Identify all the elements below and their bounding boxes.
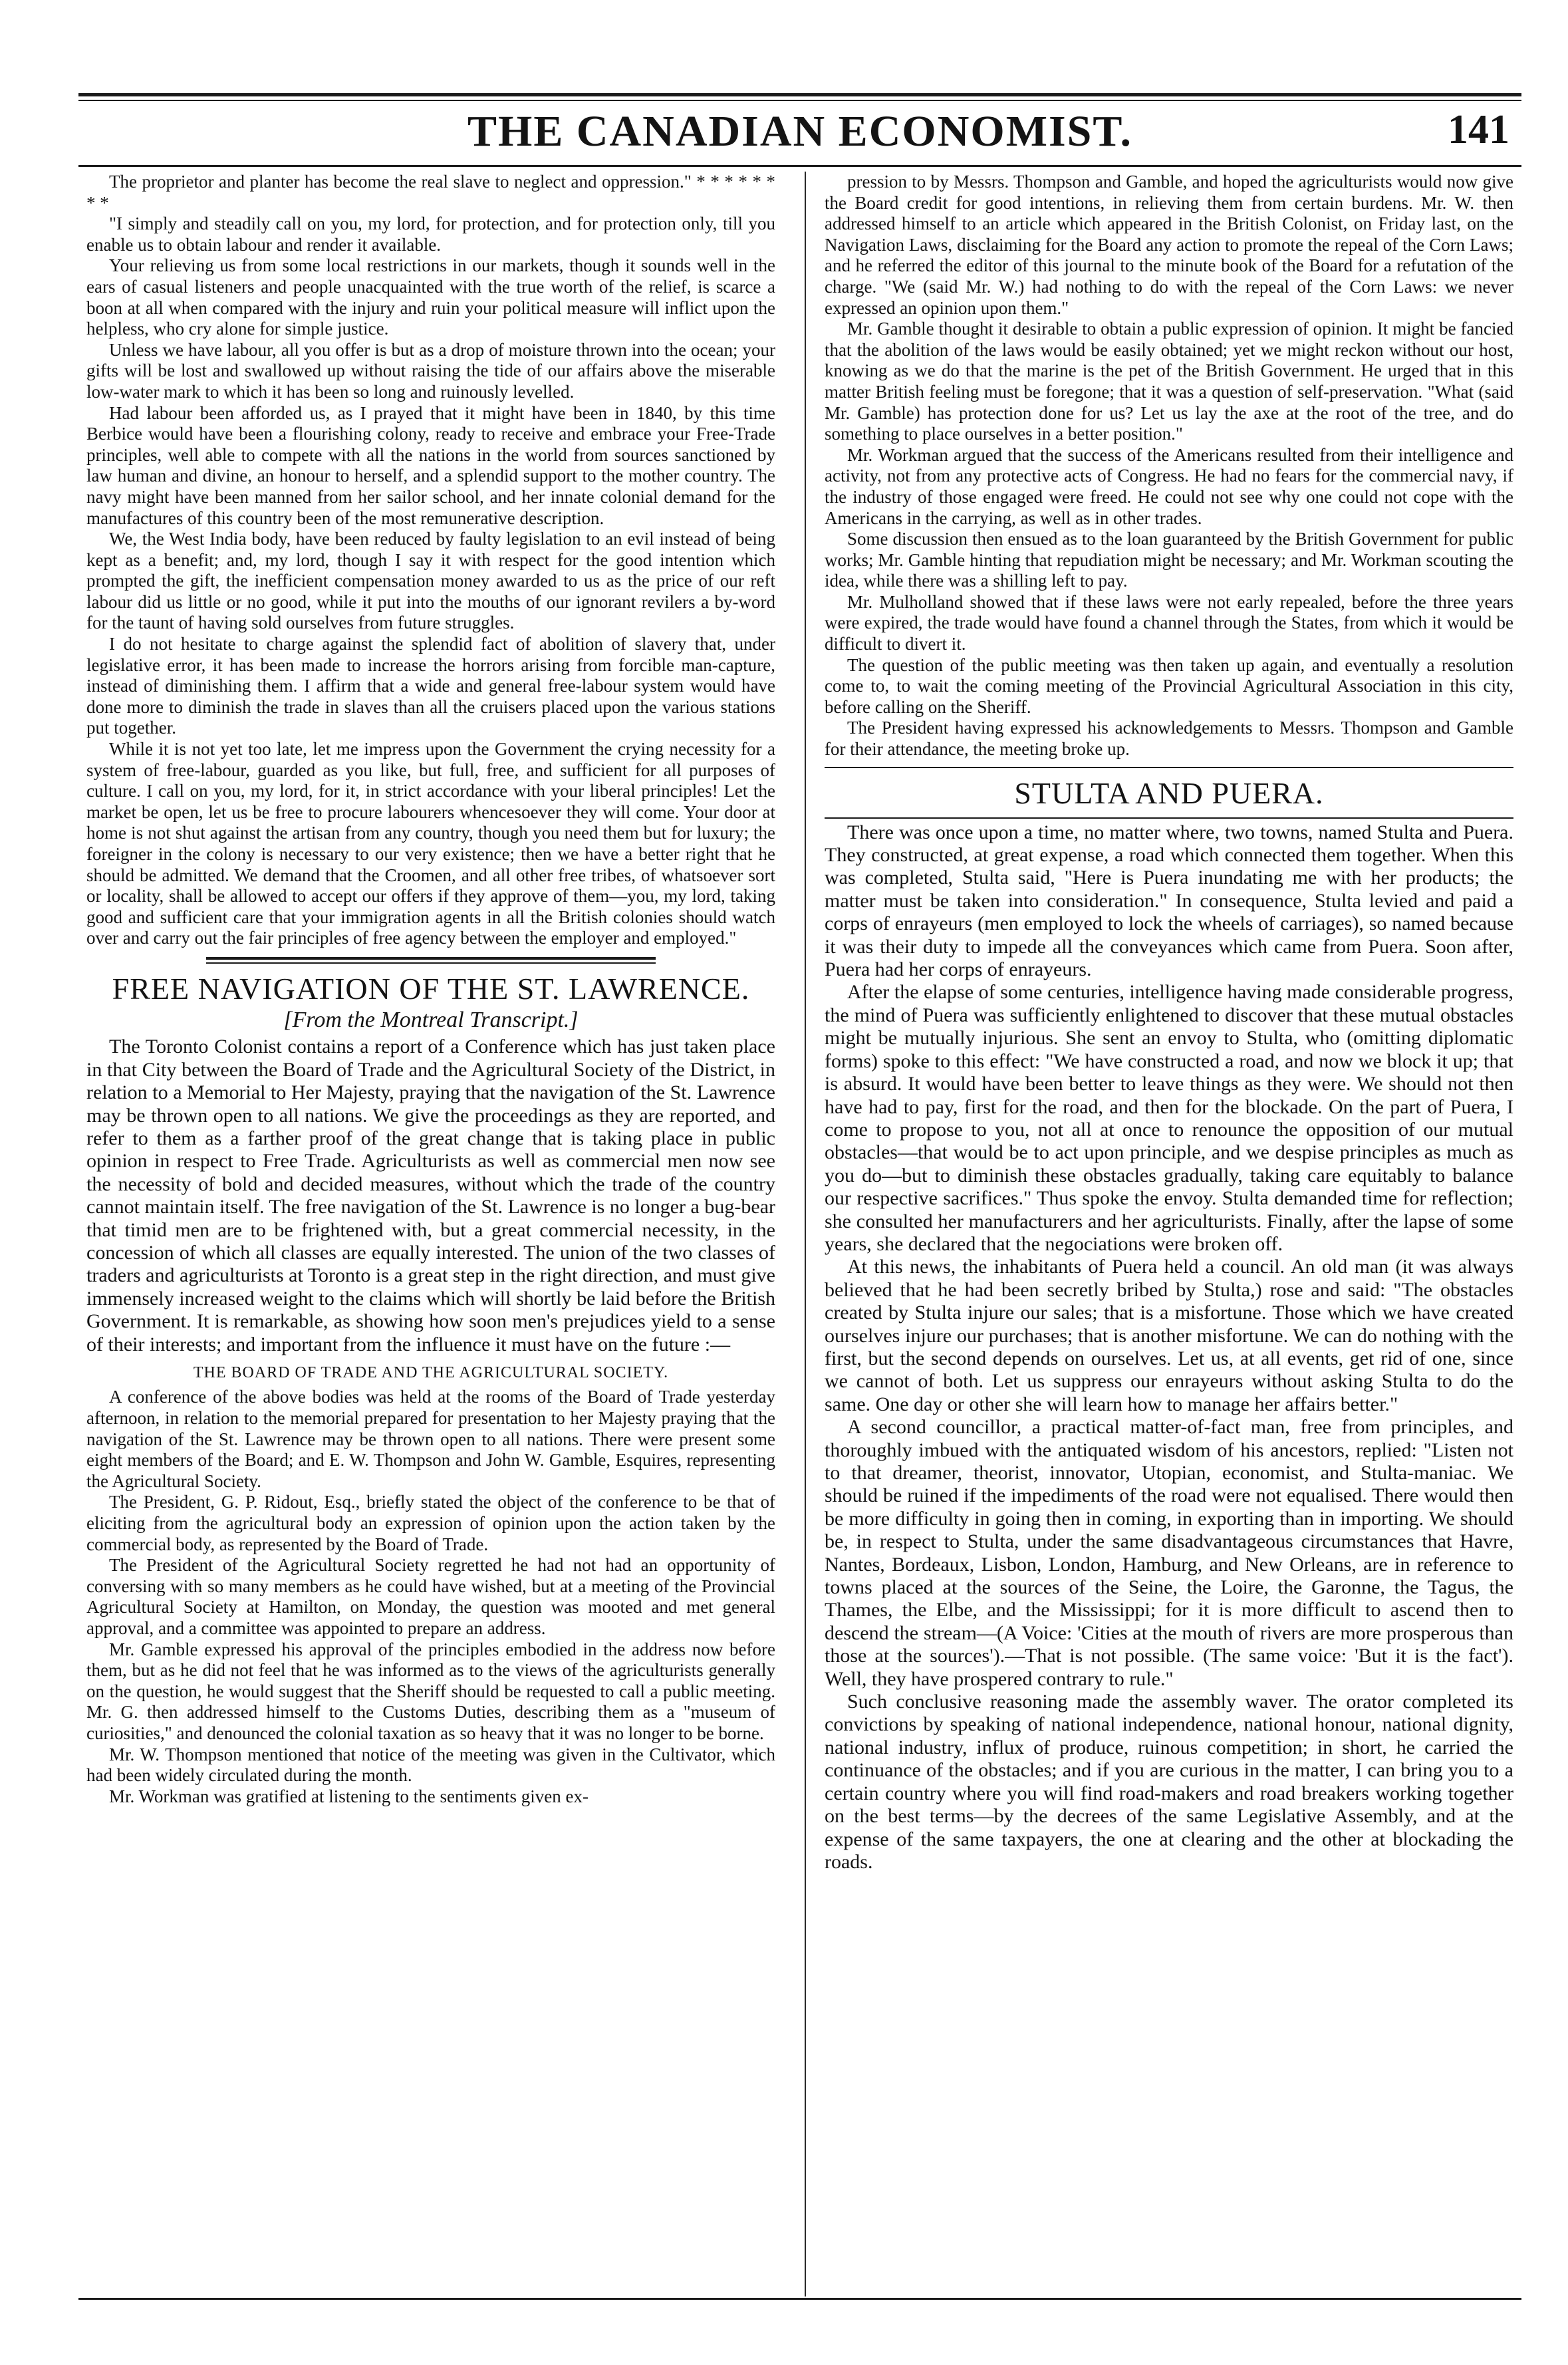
top-rule-thin — [78, 100, 1521, 101]
report-paragraph: The President, G. P. Ridout, Esq., briefly stated the object of the conference to be that of eliciting from the agricultural body an expression of opinion upon the action taken by the commercial body, as represented by the Board of Trade. — [86, 1492, 775, 1554]
top-rule — [78, 93, 1521, 96]
report-subheading: THE BOARD OF TRADE AND THE AGRICULTURAL SOCIETY. — [193, 1364, 669, 1382]
report-continued — [825, 172, 1513, 760]
head-rule — [78, 165, 1521, 167]
speech-paragraph: Your relieving us from some local restrictions in our markets, though it sounds well in the ears of casual listeners and people unacquainted with the true worth of the relief, is scarce a boon at all when compared with the injury and ruin your political measure will inflict upon the helpless, who cry alone for simple justice. — [86, 255, 775, 339]
speech-paragraph: Unless we have labour, all you offer is but as a drop of moisture thrown into the ocean; your gifts will be lost and swallowed up without raising the tide of our affairs above the miserable low-water mark to which it has been so long and ruinously levelled. — [86, 339, 775, 402]
right-column — [825, 172, 1513, 1874]
bottom-rule — [78, 2298, 1521, 2300]
speech-paragraph: While it is not yet too late, let me impress upon the Government the crying necessity for a system of free-labour, guarded as you like, but full, free, and sufficient for all purposes of culture. I call on you, my lord, for it, in strict accordance with your liberal principles! Let the market be open, let us be free to procure labourers whencesoever they will come. Your door at home is not shut against the artisan from any country, though you need them but for luxury; the foreigner in the colony is necessary to our very existence; then we have a better right that he should be admitted. We demand that the Croomen, and all other free tribes, of whatsoever sort or locality, shall be allowed to accept our offers if they approve of them—you, my lord, taking good and sufficient care that your immigration agents in all the British colonies should watch over and carry out the fair principles of free agency between the employer and employed." — [86, 739, 775, 948]
page-title: THE CANADIAN ECONOMIST. — [467, 107, 1133, 156]
report-paragraph: The question of the public meeting was then taken up again, and eventually a resolution come to, to wait the coming meeting of the Provincial Agricultural Association in this city, before calling on the Sheriff. — [825, 654, 1513, 717]
report-paragraph: The President having expressed his acknowledgements to Messrs. Thompson and Gamble for their attendance, the meeting broke up. — [825, 718, 1513, 760]
column-divider — [805, 172, 806, 2296]
article-heading: STULTA AND PUERA. — [1014, 775, 1324, 810]
report-body — [86, 1387, 775, 1807]
article-paragraph: The Toronto Colonist contains a report of a Conference which has just taken place in that City between the Board of Trade and the Agricultural Society of the District, in relation to a Memorial to Her Majesty, praying that the navigation of the St. Lawrence may be thrown open to all nations. We give the proceedings as they are reported, and refer to them as a farther proof of the great change that is taking place in public opinion in respect to Free Trade. Agriculturists as well as commercial men now see the necessity of bold and decided measures, without which the trade of the country cannot maintain itself. The free navigation of the St. Lawrence is no longer a bug-bear that timid men are to be frightened with, but a great commercial necessity, in the concession of which all classes are equally interested. The union of the two classes of traders and agriculturists at Toronto is a great step in the right direction, and must give immensely increased weight to the claims which will shortly be laid before the British Government. It is remarkable, as showing how soon men's prejudices yield to a sense of their interests; and important from the influence it must have on the future :— — [86, 1036, 775, 1355]
speech-paragraph: I do not hesitate to charge against the splendid fact of abolition of slavery that, under legislative error, it has been made to increase the horrors arising from forcible man-capture, instead of diminishing them. I affirm that a wide and general free-labour system would have done more to diminish the trade in slaves than all the cruisers placed upon the various stations put together. — [86, 634, 775, 738]
heading-underline — [825, 817, 1513, 819]
report-paragraph: Mr. Workman argued that the success of the Americans resulted from their intelligence and activity, not from any protective acts of Congress. He had no fears for the commercial navy, if the industry of those engaged were freed. He could not see why one could not cope with the Americans in the carrying, as well as in other trades. — [825, 444, 1513, 528]
report-paragraph: Mr. W. Thompson mentioned that notice of the meeting was given in the Cultivator, which had been widely circulated during the month. — [86, 1744, 775, 1786]
left-column — [86, 172, 775, 1807]
report-paragraph: pression to by Messrs. Thompson and Gamble, and hoped the agriculturists would now give the Board credit for good intentions, in relieving them from certain burdens. Mr. W. then addressed himself to an article which appeared in the British Colonist, on Friday last, on the Navigation Laws, disclaiming for the Board any action to promote the repeal of the Corn Laws; and he referred the editor of this journal to the minute book of the Board for a refutation of the charge. "We (said Mr. W.) had nothing to do with the repeal of the Corn Laws: we never expressed an opinion upon them." — [825, 172, 1513, 318]
article-heading: FREE NAVIGATION OF THE ST. LAWRENCE. — [112, 971, 750, 1006]
report-paragraph: Mr. Mulholland showed that if these laws were not early repealed, before the three years were expired, the trade would have found a channel through the States, from which it would be difficult to divert it. — [825, 591, 1513, 654]
report-paragraph: Mr. Workman was gratified at listening to the sentiments given ex- — [109, 1786, 588, 1806]
section-divider — [206, 957, 656, 964]
speech-paragraph: Had labour been afforded us, as I prayed that it might have been in 1840, by this time Berbice would have been a flourishing colony, ready to receive and embrace your Free-Trade principles, well able to compete with all the nations in the world from sources sanctioned by law human and divine, an honour to herself, and a splendid support to the mother country. The navy might have been manned from her sailor school, and her innate colonial demand for the manufactures of this country been of the most remunerative description. — [86, 402, 775, 528]
speech-paragraph: We, the West India body, have been reduced by faulty legislation to an evil instead of being kept as a benefit; and, my lord, though I say it with respect for the good intention which prompted the gift, the inefficient compensation money awarded to us as the price of our reft labour did us little or no good, while it put into the mouths of our ignorant revilers a by-word for the taunt of having sold ourselves from future struggles. — [86, 529, 775, 633]
article-source: [From the Montreal Transcript.] — [283, 1007, 579, 1032]
report-paragraph: Some discussion then ensued as to the loan guaranteed by the British Government for public works; Mr. Gamble hinting that repudiation might be necessary; and Mr. Workman scouting the idea, while there was a shilling left to pay. — [825, 529, 1513, 591]
article-paragraph: After the elapse of some centuries, intelligence having made considerable progress, the mind of Puera was sufficiently enlightened to discover that these mutual obstacles might be mutually injurious. She sent an envoy to Stulta, who (omitting diplomatic forms) spoke to this effect: "We have constructed a road, and now we block it up; that is absurd. It would have been better to leave things as they were. We should not then have had to pay, first for the road, and then for the blockade. On the part of Puera, I come to propose to you, not all at once to renounce the opposition of our mutual obstacles—that would be to act upon principle, and we despise principles as much as you do—but to diminish these obstacles gradually, taking care equitably to balance our respective sacrifices." Thus spoke the envoy. Stulta demanded time for reflection; she consulted her manufacturers and her agriculturists. Finally, after the lapse of some years, she declared that the negociations were broken off. — [825, 981, 1513, 1255]
section-divider — [825, 767, 1513, 768]
speech-paragraph: The proprietor and planter has become the real slave to neglect and oppression." * * * * * * * * — [86, 172, 775, 213]
article-paragraph: At this news, the inhabitants of Puera held a council. An old man (it was always believed that he had been secretly bribed by Stulta,) rose and said: "The obstacles created by Stulta injure our sales; that is a misfortune. Those which we have created ourselves injure our purchases; that is another misfortune. We can do nothing with the first, but the second depends on ourselves. Let us, at all events, get rid of one, since we cannot of both. Let us suppress our enrayeurs without asking Stulta to do the same. One day or other she will learn how to manage her affairs better." — [825, 1256, 1513, 1415]
article-paragraph: There was once upon a time, no matter where, two towns, named Stulta and Puera. They constructed, at great expense, a road which connected them together. When this was completed, Stulta said, "Here is Puera inundating me with her products; the matter must be taken into consideration." In consequence, Stulta levied and paid a corps of enrayeurs (men employed to lock the wheels of carriages), so named because it was their duty to impede all the conveyances which came from Puera. Soon after, Puera had her corps of enrayeurs. — [825, 821, 1513, 981]
speech-paragraph: "I simply and steadily call on you, my lord, for protection, and for protection only, till you enable us to obtain labour and render it available. — [86, 213, 775, 255]
speech-continued — [86, 172, 775, 949]
page-number: 141 — [1448, 107, 1509, 152]
report-paragraph: The President of the Agricultural Society regretted he had not had an opportunity of conversing with so many members as he could have wished, but at a meeting of the Provincial Agricultural Society at Hamilton, on Monday, the question was mooted and met general approval, and a committee was appointed to prepare an address. — [86, 1555, 775, 1638]
report-paragraph: A conference of the above bodies was held at the rooms of the Board of Trade yesterday afternoon, in relation to the memorial prepared for presentation to her Majesty praying that the navigation of the St. Lawrence may be thrown open to all nations. There were present some eight members of the Board; and E. W. Thompson and John W. Gamble, Esquires, representing the Agricultural Society. — [86, 1387, 775, 1491]
report-paragraph: Mr. Gamble thought it desirable to obtain a public expression of opinion. It might be fancied that the abolition of the laws would be easily obtained; yet we might reckon without our host, knowing as we do that the marine is the pet of the British Government. He urged that in this matter British feeling must be foregone; that it was a question of self-preservation. "What (said Mr. Gamble) has protection done for us? Let us lay the axe at the root of the tree, and do something to place ourselves in a better position." — [825, 319, 1513, 444]
report-paragraph: Mr. Gamble expressed his approval of the principles embodied in the address now before them, but as he did not feel that he was informed as to the views of the agriculturists generally on the question, he would suggest that the Sheriff should be requested to call a public meeting. Mr. G. then addressed himself to the Customs Duties, describing them as a "museum of curiosities," and denounced the colonial taxation as so heavy that it was no longer to be borne. — [86, 1639, 775, 1743]
article-paragraph: Such conclusive reasoning made the assembly waver. The orator completed its convictions by speaking of national independence, national honour, national dignity, national industry, influx of produce, ruinous competition; in short, he carried the continuance of the obstacles; and if you are curious in the matter, I can bring you to a certain country where you will find road-makers and road breakers working together on the best terms—by the decrees of the same Legislative Assembly, and at the expense of the same taxpayers, the one at clearing and the other at blockading the roads. — [825, 1691, 1513, 1873]
newspaper-page — [78, 93, 1521, 2308]
article-paragraph: A second councillor, a practical matter-of-fact man, free from principles, and thoroughly imbued with the antiquated wisdom of his ancestors, replied: "Listen not to that dreamer, theorist, innovator, Utopian, economist, and Stulta-maniac. We should be ruined if the impediments of the road were not equalised. There would then be more difficulty in going then in coming, in exporting than in importing. We should be, in respect to Stulta, under the same disadvantageous circumstances that Havre, Nantes, Bordeaux, Lisbon, London, Hamburg, and New Orleans, are in reference to towns placed at the sources of the Seine, the Loire, the Garonne, the Tagus, the Thames, the Elbe, and the Mississippi; for it is more difficult to ascend then to descend the stream—(A Voice: 'Cities at the mouth of rivers are more prosperous than those at the sources').—That is not possible. (The same voice: 'But it is the fact'). Well, they have prospered contrary to rule." — [825, 1416, 1513, 1690]
running-head — [78, 106, 1521, 165]
